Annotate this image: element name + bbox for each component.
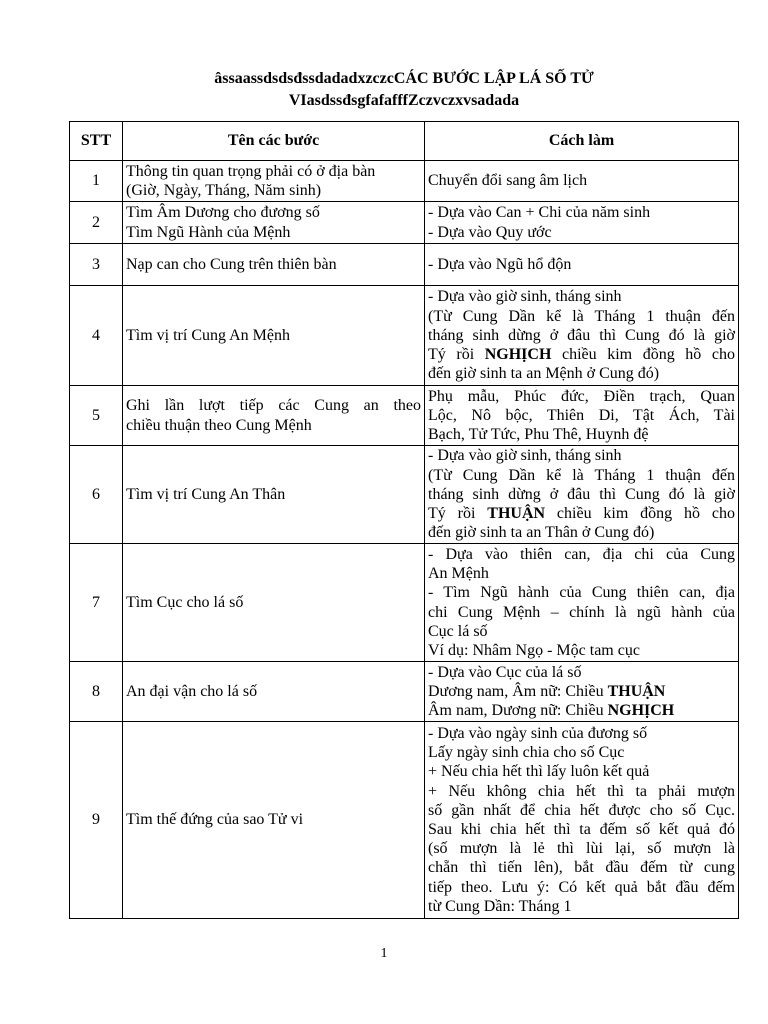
method-line: (Từ Cung Dần kể là Tháng 1 thuận đến <box>428 307 735 325</box>
method-line: Chuyển đổi sang âm lịch <box>428 172 588 190</box>
method-line <box>428 682 735 701</box>
row-stt: 3 <box>70 244 123 286</box>
step-line: chiều thuận theo Cung Mệnh <box>126 416 312 434</box>
method-line: đến giờ sinh ta an Mệnh ở Cung đó) <box>428 365 660 383</box>
method-line: - Dựa vào giờ sinh, tháng sinh <box>428 288 622 306</box>
method-line: đến giờ sinh ta an Thân ở Cung đó) <box>428 524 655 542</box>
steps-table <box>69 121 739 919</box>
row-stt: 5 <box>70 386 123 446</box>
method-line: chẵn thì tiến lên), bắt đầu đếm từ cung <box>428 859 735 877</box>
row-step <box>123 161 425 202</box>
table-row <box>70 202 739 244</box>
step-line: Ghi lần lượt tiếp các Cung an theo <box>126 397 421 415</box>
row-stt: 1 <box>70 161 123 202</box>
row-method <box>425 202 739 244</box>
method-emphasis: THUẬN <box>487 505 546 523</box>
header-stt: STT <box>70 122 123 161</box>
method-line <box>428 701 735 720</box>
header-step-name: Tên các bước <box>123 122 425 161</box>
method-line: - Dựa vào Quy ước <box>428 223 552 241</box>
table-row <box>70 722 739 919</box>
method-line: (Từ Cung Dần kể là Tháng 1 thuận đến <box>428 466 735 484</box>
method-text: Tý rồi <box>428 505 488 523</box>
step-line: Tìm Cục cho lá số <box>126 593 244 611</box>
method-line <box>428 345 735 364</box>
method-line: Ví dụ: Nhâm Ngọ - Mộc tam cục <box>428 641 640 659</box>
step-line: Thông tin quan trọng phải có ở địa bàn <box>126 162 376 180</box>
row-step <box>123 244 425 286</box>
method-line: An Mệnh <box>428 565 489 583</box>
method-text: Âm nam, Dương nữ: Chiều <box>428 702 608 720</box>
row-step <box>123 286 425 386</box>
row-method <box>425 544 739 662</box>
row-step <box>123 202 425 244</box>
method-line: tháng sinh dừng ở đâu thì Cung đó là giờ <box>428 485 735 503</box>
row-step <box>123 722 425 919</box>
method-emphasis: NGHỊCH <box>484 346 552 364</box>
method-line: - Tìm Ngũ hành của Cung thiên can, địa <box>428 584 735 602</box>
method-line: tháng sinh dừng ở đâu thì Cung đó là giờ <box>428 326 735 344</box>
method-line <box>428 504 735 523</box>
method-line: - Dựa vào giờ sinh, tháng sinh <box>428 447 622 465</box>
method-line: Lộc, Nô bộc, Thiên Di, Tật Ách, Tài <box>428 406 735 424</box>
row-step <box>123 662 425 722</box>
step-line: Tìm vị trí Cung An Thân <box>126 485 286 503</box>
step-line: Tìm thế đứng của sao Tử vi <box>126 811 304 829</box>
row-stt: 6 <box>70 446 123 544</box>
row-stt: 2 <box>70 202 123 244</box>
table-row <box>70 446 739 544</box>
method-line: Bạch, Tử Tức, Phu Thê, Huynh đệ <box>428 426 649 444</box>
method-line: - Dựa vào ngày sinh của đương số <box>428 724 648 742</box>
table-row <box>70 386 739 446</box>
row-stt: 9 <box>70 722 123 919</box>
method-line: Sau khi chia hết thì ta đếm số kết quả đó <box>428 821 735 838</box>
method-line: tiếp theo. Lưu ý: Có kết quả bắt đầu đếm <box>428 878 735 896</box>
row-method <box>425 446 739 544</box>
method-text: chiều kim đồng hồ cho <box>545 505 736 523</box>
row-step <box>123 544 425 662</box>
title-line-2: VIasdssđsgfafafffZczvczxvsadada <box>288 92 520 109</box>
row-method <box>425 286 739 386</box>
row-stt: 8 <box>70 662 123 722</box>
method-line: số gần nhất để chia hết được cho số Cục. <box>428 801 735 819</box>
table-row <box>70 161 739 202</box>
title-line-1: âssaassdsdsđssdadadxzczcCÁC BƯỚC LẬP LÁ SỐ TỬ <box>214 70 594 87</box>
method-line: Lấy ngày sinh chia cho số Cục <box>428 744 625 762</box>
method-line: + Nếu chia hết thì lấy luôn kết quả <box>428 763 650 781</box>
table-row <box>70 286 739 386</box>
step-line: Nạp can cho Cung trên thiên bàn <box>126 255 337 273</box>
table-row <box>70 244 739 286</box>
document-title <box>70 68 738 112</box>
step-line: (Giờ, Ngày, Tháng, Năm sinh) <box>126 182 322 199</box>
method-text: chiều kim đồng hồ cho <box>551 346 736 364</box>
row-stt: 7 <box>70 544 123 662</box>
row-method <box>425 662 739 722</box>
table-row <box>70 544 739 662</box>
method-line: + Nếu không chia hết thì ta phải mượn <box>428 782 735 800</box>
header-method: Cách làm <box>425 122 739 161</box>
method-line: (số mượn là lẻ thì lùi lại, số mượn là <box>428 840 735 858</box>
row-method <box>425 386 739 446</box>
row-method <box>425 161 739 202</box>
method-line: - Dựa vào Ngũ hổ độn <box>428 255 572 273</box>
method-line: chi Cung Mệnh – chính là ngũ hành của <box>428 603 735 621</box>
table-header-row <box>70 122 739 161</box>
step-line: Tìm Ngũ Hành của Mệnh <box>126 223 291 241</box>
row-method <box>425 244 739 286</box>
page-number: 1 <box>380 946 388 961</box>
method-text: Tý rồi <box>428 346 485 364</box>
method-line: - Dựa vào Cục của lá số <box>428 663 582 681</box>
method-emphasis: THUẬN <box>607 682 666 700</box>
row-step <box>123 386 425 446</box>
method-line: Phụ mẫu, Phúc đức, Điền trạch, Quan <box>428 387 735 405</box>
row-method <box>425 722 739 919</box>
step-line: An đại vận cho lá số <box>126 682 258 700</box>
step-line: Tìm Âm Dương cho đương số <box>126 204 320 222</box>
method-emphasis: NGHỊCH <box>607 702 675 720</box>
method-line: - Dựa vào Can + Chi của năm sinh <box>428 204 651 222</box>
row-step <box>123 446 425 544</box>
table-row <box>70 662 739 722</box>
step-line: Tìm vị trí Cung An Mệnh <box>126 326 290 344</box>
method-line: Cục lá số <box>428 622 488 640</box>
method-text: Dương nam, Âm nữ: Chiều <box>428 682 608 700</box>
row-stt: 4 <box>70 286 123 386</box>
method-line: từ Cung Dần: Tháng 1 <box>428 897 572 915</box>
method-line: - Dựa vào thiên can, địa chi của Cung <box>428 545 735 563</box>
